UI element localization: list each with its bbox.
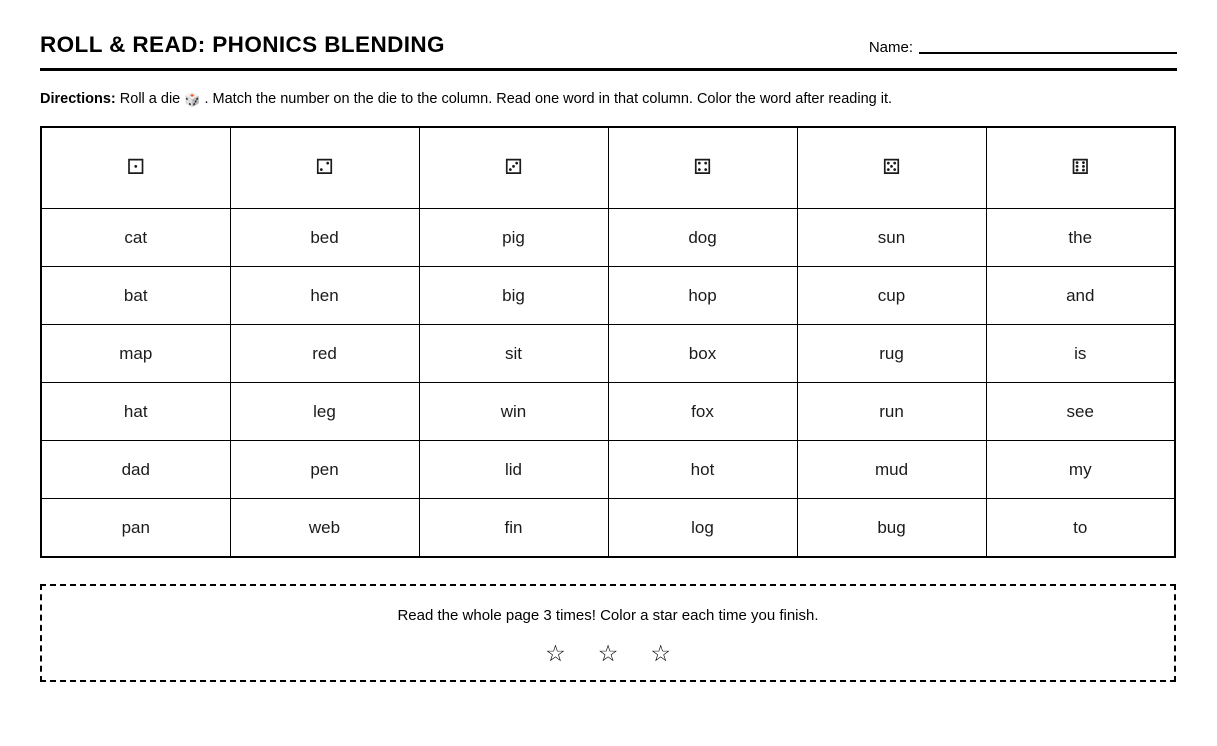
star-icon[interactable]: ☆ — [545, 641, 566, 668]
table-body — [41, 127, 1175, 557]
word-cell[interactable]: cup — [797, 267, 986, 325]
footer-callout-box — [40, 584, 1176, 682]
word-cell[interactable]: run — [797, 383, 986, 441]
die-face-5-icon: ⚄ — [882, 155, 901, 180]
word-cell[interactable]: dog — [608, 209, 797, 267]
table-row — [41, 209, 1175, 267]
word-cell[interactable]: leg — [230, 383, 419, 441]
word-cell[interactable]: sun — [797, 209, 986, 267]
word-cell[interactable]: bat — [41, 267, 230, 325]
word-cell[interactable]: rug — [797, 325, 986, 383]
table-row — [41, 383, 1175, 441]
word-cell[interactable]: my — [986, 441, 1175, 499]
die-face-1-icon: ⚀ — [126, 155, 145, 180]
star-icon[interactable]: ☆ — [650, 641, 671, 668]
die-face-6-icon: ⚅ — [1071, 155, 1090, 180]
word-cell[interactable]: fox — [608, 383, 797, 441]
word-cell[interactable]: hen — [230, 267, 419, 325]
directions-line — [40, 91, 1177, 109]
die-header-cell-6 — [986, 127, 1175, 209]
word-cell[interactable]: the — [986, 209, 1175, 267]
word-cell[interactable]: hot — [608, 441, 797, 499]
worksheet-header — [40, 0, 1177, 57]
die-face-4-icon: ⚃ — [693, 155, 712, 180]
star-tracker — [545, 643, 671, 666]
word-cell[interactable]: pig — [419, 209, 608, 267]
star-icon[interactable]: ☆ — [597, 641, 619, 668]
table-row — [41, 499, 1175, 558]
name-label: Name: — [868, 38, 913, 56]
word-cell[interactable]: map — [41, 325, 230, 383]
word-cell[interactable]: and — [986, 267, 1175, 325]
footer-instruction-text: Read the whole page 3 times! Color a star each time you finish. — [397, 607, 819, 625]
die-header-cell-5 — [797, 127, 986, 209]
word-cell[interactable]: hop — [608, 267, 797, 325]
directions-label: Directions: — [40, 90, 116, 107]
word-cell[interactable]: dad — [41, 441, 230, 499]
word-cell[interactable]: box — [608, 325, 797, 383]
page-title: ROLL & READ: PHONICS BLENDING — [40, 32, 445, 57]
word-cell[interactable]: cat — [41, 209, 230, 267]
word-cell[interactable]: web — [230, 499, 419, 558]
table-row — [41, 267, 1175, 325]
word-cell[interactable]: fin — [419, 499, 608, 558]
die-face-2-icon: ⚁ — [315, 155, 334, 180]
table-row — [41, 325, 1175, 383]
word-cell[interactable]: bed — [230, 209, 419, 267]
table-header-row — [41, 127, 1175, 209]
word-cell[interactable]: bug — [797, 499, 986, 558]
header-divider-rule — [40, 68, 1177, 71]
word-cell[interactable]: red — [230, 325, 419, 383]
name-field-group — [869, 40, 1177, 57]
table-row — [41, 441, 1175, 499]
word-cell[interactable]: big — [419, 267, 608, 325]
roll-and-read-table — [40, 126, 1176, 558]
die-header-cell-1 — [41, 127, 230, 209]
word-cell[interactable]: sit — [419, 325, 608, 383]
word-cell[interactable]: hat — [41, 383, 230, 441]
die-face-3-icon: ⚂ — [504, 155, 523, 180]
word-cell[interactable]: win — [419, 383, 608, 441]
word-cell[interactable]: see — [986, 383, 1175, 441]
die-header-cell-4 — [608, 127, 797, 209]
die-header-cell-3 — [419, 127, 608, 209]
word-cell[interactable]: log — [608, 499, 797, 558]
directions-text-after-die: . Match the number on the die to the column. Read one word in that column. Color the word after reading it. — [200, 90, 892, 107]
die-emoji-icon: 🎲 — [184, 92, 201, 108]
name-input-line[interactable] — [919, 52, 1177, 54]
directions-text-before-die: Roll a die — [115, 90, 185, 107]
word-cell[interactable]: pan — [41, 499, 230, 558]
word-cell[interactable]: pen — [230, 441, 419, 499]
word-cell[interactable]: lid — [419, 441, 608, 499]
word-cell[interactable]: mud — [797, 441, 986, 499]
word-cell[interactable]: is — [986, 325, 1175, 383]
die-header-cell-2 — [230, 127, 419, 209]
word-cell[interactable]: to — [986, 499, 1175, 558]
